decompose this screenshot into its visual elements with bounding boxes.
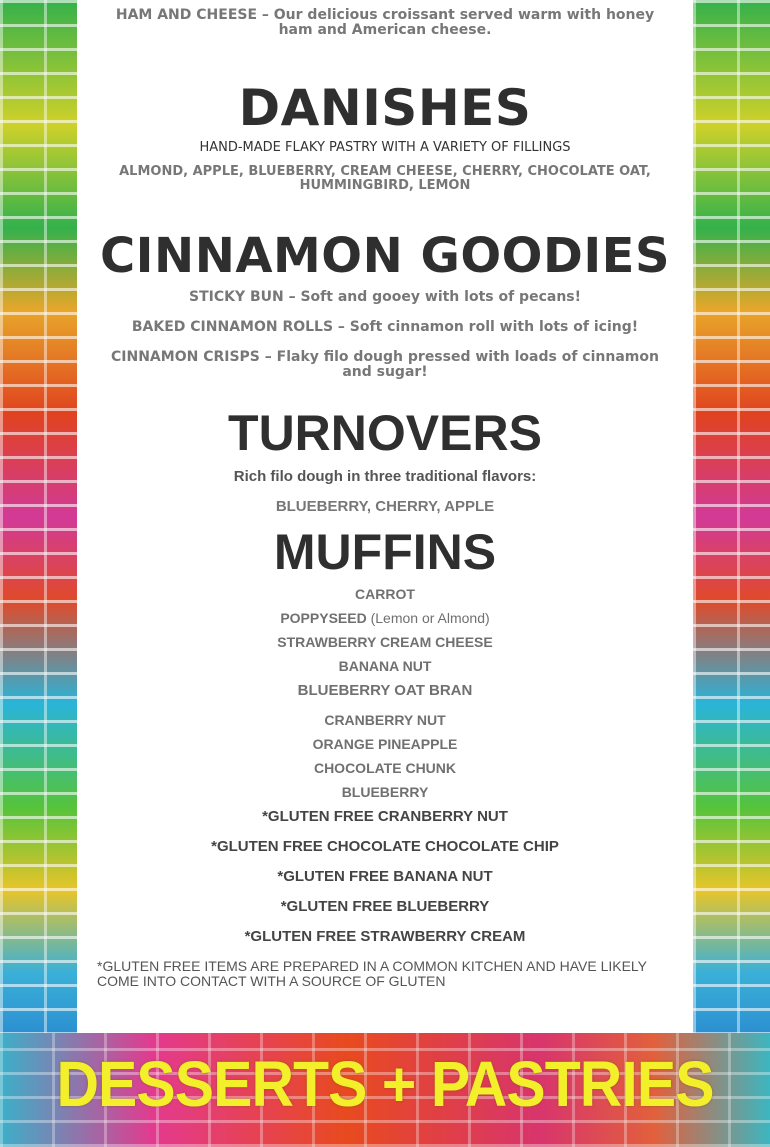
muffin-orange-pineapple: ORANGE PINEAPPLE: [312, 736, 458, 752]
turnovers-subtitle: Rich filo dough in three traditional flavors:: [233, 468, 537, 485]
cinnamon-item-rolls: BAKED CINNAMON ROLLS – Soft cinnamon roll with lots of icing!: [131, 319, 639, 335]
gluten-free-blueberry: *GLUTEN FREE BLUEBERRY: [280, 898, 490, 915]
footer-title: DESSERTS + PASTRIES: [56, 1048, 714, 1120]
muffin-poppyseed-note: (Lemon or Almond): [370, 610, 490, 626]
turnovers-flavors: BLUEBERRY, CHERRY, APPLE: [275, 498, 495, 515]
menu-card: [77, 0, 693, 1033]
brick-wall-left: [0, 0, 77, 1035]
muffin-poppyseed: [77, 610, 693, 626]
muffin-cranberry-nut: CRANBERRY NUT: [324, 712, 446, 728]
cinnamon-item-crisps: CINNAMON CRISPS – Flaky filo dough pressed with loads of cinnamon and sugar!: [111, 349, 659, 380]
muffin-carrot: CARROT: [355, 586, 415, 602]
footer-banner: [0, 1033, 770, 1147]
gluten-disclaimer: *GLUTEN FREE ITEMS ARE PREPARED IN A COMMON KITCHEN AND HAVE LIKELY COME INTO CONTACT WITH A SOURCE OF GLUTEN: [97, 958, 647, 989]
muffin-strawberry-cream-cheese: STRAWBERRY CREAM CHEESE: [277, 634, 493, 650]
danishes-subtitle: HAND-MADE FLAKY PASTRY WITH A VARIETY OF FILLINGS: [199, 140, 571, 155]
turnovers-title: TURNOVERS: [228, 405, 542, 461]
danishes-title: DANISHES: [238, 79, 532, 137]
brick-wall-right: [693, 0, 770, 1035]
muffin-poppyseed-label: POPPYSEED: [280, 610, 367, 626]
gluten-free-strawberry-cream: *GLUTEN FREE STRAWBERRY CREAM: [244, 928, 526, 945]
gluten-free-cranberry-nut: *GLUTEN FREE CRANBERRY NUT: [262, 808, 508, 825]
cinnamon-item-sticky-bun: STICKY BUN – Soft and gooey with lots of pecans!: [188, 289, 581, 305]
gluten-free-chocolate-chip: *GLUTEN FREE CHOCOLATE CHOCOLATE CHIP: [211, 838, 559, 855]
cinnamon-goodies-title: CINNAMON GOODIES: [99, 228, 671, 284]
muffin-chocolate-chunk: CHOCOLATE CHUNK: [313, 760, 457, 776]
danishes-flavors: ALMOND, APPLE, BLUEBERRY, CREAM CHEESE, CHERRY, CHOCOLATE OAT, HUMMINGBIRD, LEMON: [119, 164, 651, 193]
croissant-ham-cheese: HAM AND CHEESE – Our delicious croissant served warm with honey ham and American cheese.: [115, 7, 655, 38]
muffins-title: MUFFINS: [273, 524, 497, 580]
muffin-blueberry: BLUEBERRY: [341, 784, 429, 800]
muffin-banana-nut: BANANA NUT: [338, 658, 432, 674]
gluten-free-banana-nut: *GLUTEN FREE BANANA NUT: [277, 868, 493, 885]
muffin-blueberry-oat-bran: BLUEBERRY OAT BRAN: [297, 682, 473, 699]
